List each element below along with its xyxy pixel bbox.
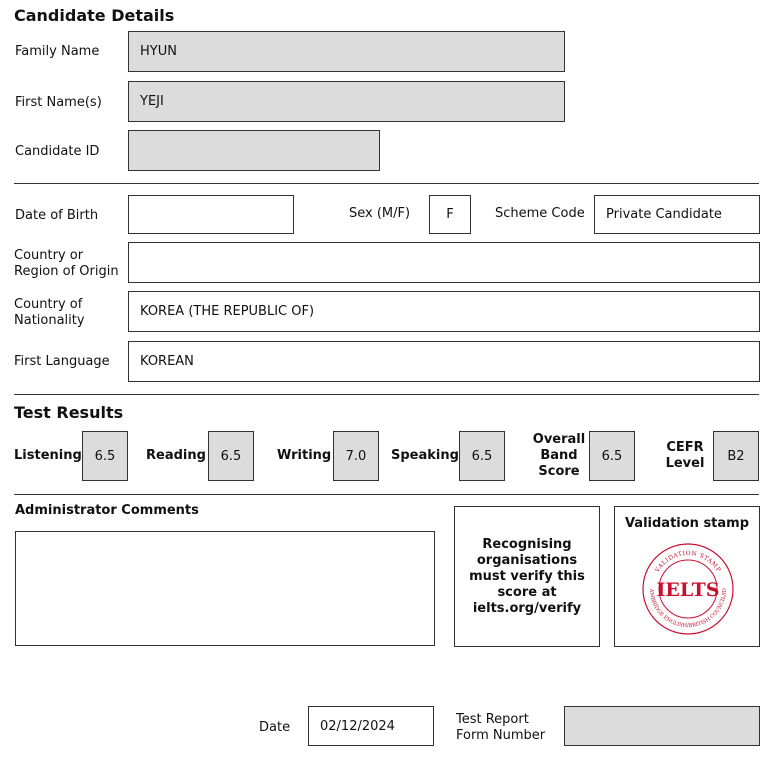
first-language-label: First Language — [14, 354, 110, 369]
cefr-label-line1: CEFR — [666, 440, 704, 455]
ielts-stamp-seal — [640, 541, 736, 637]
scheme-code-label: Scheme Code — [495, 206, 585, 221]
candidate-id-field[interactable] — [128, 130, 380, 171]
cefr-label — [660, 440, 710, 472]
overall-label-line2: Band — [540, 448, 578, 463]
stamp-ring-bottom-text: AMBRIDGE ENGLISH/BRITISH COUNCIL/ID — [647, 588, 729, 630]
country-of-origin-label-line2: Region of Origin — [14, 264, 119, 279]
listening-label: Listening — [14, 448, 82, 463]
country-of-origin-field[interactable] — [128, 242, 760, 283]
speaking-score: 6.5 — [459, 431, 505, 481]
listening-score: 6.5 — [82, 431, 128, 481]
first-language-field[interactable]: KOREAN — [128, 341, 760, 382]
speaking-label: Speaking — [391, 448, 459, 463]
overall-band-label — [528, 432, 590, 480]
nationality-label-line2: Nationality — [14, 313, 85, 328]
overall-score: 6.5 — [589, 431, 635, 481]
trf-number-field[interactable] — [564, 706, 760, 746]
date-field[interactable]: 02/12/2024 — [308, 706, 434, 746]
cefr-label-line2: Level — [665, 456, 705, 471]
overall-label-line1: Overall — [532, 432, 586, 447]
svg-text:VALIDATION STAMP — [653, 550, 722, 574]
stamp-ring-top-text: VALIDATION STAMP — [653, 549, 723, 574]
verify-notice: Recognising organisations must verify this score at ielts.org/verify — [454, 506, 600, 647]
scheme-code-field[interactable]: Private Candidate — [594, 195, 760, 234]
family-name-field[interactable]: HYUN — [128, 31, 565, 72]
nationality-label-line1: Country of — [14, 297, 83, 312]
trf-number-label — [456, 712, 545, 744]
family-name-label: Family Name — [15, 44, 100, 59]
admin-comments-box[interactable] — [15, 531, 435, 646]
country-of-origin-label — [14, 248, 119, 280]
stamp-ielts-text: IELTS — [656, 579, 720, 601]
reading-label: Reading — [146, 448, 206, 463]
section-divider — [14, 183, 759, 184]
trf-label-line2: Form Number — [456, 728, 546, 743]
first-names-label: First Name(s) — [15, 95, 102, 110]
section-divider — [14, 394, 759, 395]
cefr-level: B2 — [713, 431, 759, 481]
nationality-field[interactable]: KOREA (THE REPUBLIC OF) — [128, 291, 760, 332]
admin-comments-heading: Administrator Comments — [15, 503, 199, 518]
overall-label-line3: Score — [538, 464, 580, 479]
sex-label: Sex (M/F) — [349, 206, 411, 221]
sex-field[interactable]: F — [429, 195, 471, 234]
validation-stamp-heading: Validation stamp — [624, 516, 750, 531]
candidate-id-label: Candidate ID — [15, 144, 100, 159]
nationality-label — [14, 297, 85, 329]
country-of-origin-label-line1: Country or — [14, 248, 84, 263]
first-names-field[interactable]: YEJI — [128, 81, 565, 122]
writing-label: Writing — [277, 448, 332, 463]
writing-score: 7.0 — [333, 431, 379, 481]
test-results-heading: Test Results — [14, 403, 124, 422]
section-divider — [14, 494, 759, 495]
date-of-birth-field[interactable] — [128, 195, 294, 234]
reading-score: 6.5 — [208, 431, 254, 481]
validation-stamp-box — [614, 506, 760, 647]
date-of-birth-label: Date of Birth — [15, 208, 99, 223]
candidate-details-heading: Candidate Details — [14, 6, 175, 25]
trf-label-line1: Test Report — [456, 712, 529, 727]
date-label: Date — [259, 720, 291, 735]
